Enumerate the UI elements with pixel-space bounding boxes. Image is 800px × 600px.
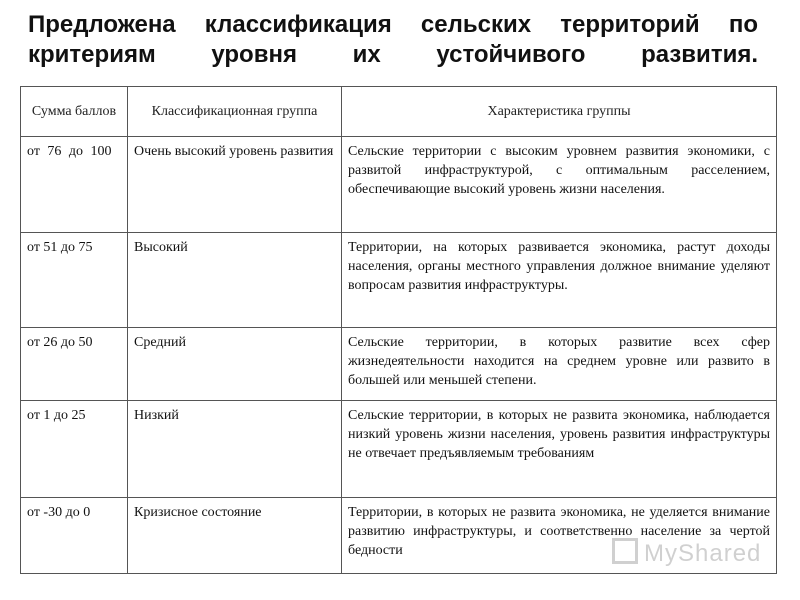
header-classification-group: Классификационная группа	[128, 87, 342, 137]
slide-title-line-2: критериям уровня их устойчивого развития.	[28, 41, 758, 68]
table-header-row	[21, 87, 777, 137]
row-group: Средний	[128, 328, 342, 401]
slide-title-line-1: Предложена классификация сельских территорий по	[28, 11, 758, 38]
row-score-range: от 51 до 75	[21, 233, 128, 328]
row-score-range: от -30 до 0	[21, 498, 128, 574]
row-score-range: от 26 до 50	[21, 328, 128, 401]
table-row	[21, 328, 777, 401]
row-group: Высокий	[128, 233, 342, 328]
row-score-range: от 1 до 25	[21, 401, 128, 498]
table-row	[21, 401, 777, 498]
row-description: Территории, в которых не развита экономика, не уделяется внимание развитию инфраструктуры, и соответственно население за чертой бедности	[342, 498, 777, 574]
row-group: Очень высокий уровень развития	[128, 137, 342, 233]
row-score-range: от 76 до 100	[21, 137, 128, 233]
row-description: Сельские территории, в которых не развита экономика, наблюдается низкий уровень жизни населения, уровень развития инфраструктуры не отвечает предъявляемым требованиям	[342, 401, 777, 498]
row-description: Сельские территории с высоким уровнем развития экономики, с развитой инфраструктурой, с оптимальным расселением, обеспечивающие высокий уровень жизни населения.	[342, 137, 777, 233]
row-description: Сельские территории, в которых развитие всех сфер жизнедеятельности находится на среднем уровне или развито в большей или меньшей степени.	[342, 328, 777, 401]
classification-table	[20, 86, 777, 574]
table-row	[21, 233, 777, 328]
header-score-sum: Сумма баллов	[21, 87, 128, 137]
row-group: Кризисное состояние	[128, 498, 342, 574]
slide-title	[28, 10, 758, 70]
header-group-characteristic: Характеристика группы	[342, 87, 777, 137]
table-row	[21, 137, 777, 233]
row-description: Территории, на которых развивается экономика, растут доходы населения, органы местного управления должное внимание уделяют вопросам развития инфраструктуры.	[342, 233, 777, 328]
table-row	[21, 498, 777, 574]
watermark-text: MyShared	[644, 540, 762, 567]
row-group: Низкий	[128, 401, 342, 498]
